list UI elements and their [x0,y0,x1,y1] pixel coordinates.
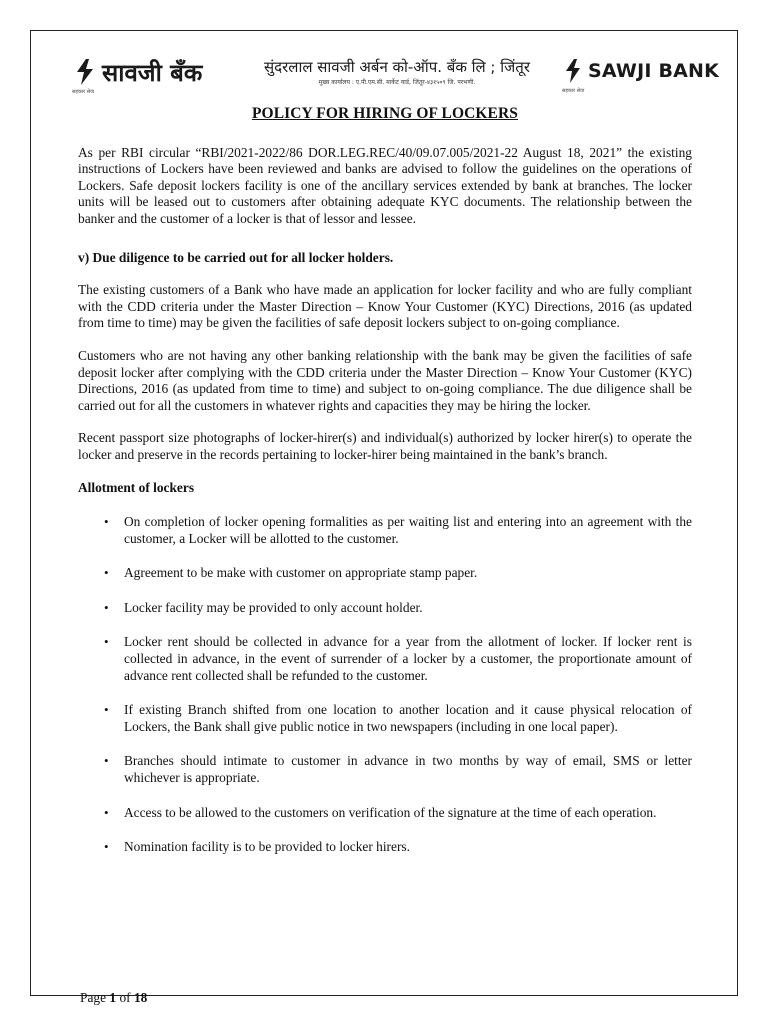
document-body [78,106,692,874]
due-diligence-paragraph: Recent passport size photographs of locker-hirer(s) and individual(s) authorized by locker hirer(s) to operate the locker and preserve in the records pertaining to locker-hirer being maintained in the bank’s branch. [78,430,692,462]
intro-paragraph: As per RBI circular “RBI/2021-2022/86 DOR.LEG.REC/40/09.07.005/2021-22 August 18, 2021” the existing instructions of Lockers have been reviewed and banks are advised to follow the guidelines on the operations of Lockers. Safe deposit lockers facility is one of the ancillary services extended by bank at branches. The locker units will be leased out to customers after obtaining adequate KYC documents. The relationship between the banker and the customer of a locker is that of lessor and lessee. [78,144,692,226]
of-word: of [119,990,131,1005]
list-item [78,805,692,822]
bullet-icon: • [104,514,109,530]
page-number [80,990,147,1006]
list-item-text: Access to be allowed to the customers on verification of the signature at the time of each operation. [124,804,657,820]
list-item [78,702,692,735]
bank-tagline-right: सहकार सेवा [562,88,585,94]
bank-emblem-icon [72,58,98,86]
bank-tagline-left: सहकार सेवा [72,89,95,95]
bullet-icon: • [104,804,109,820]
bullet-icon: • [104,753,109,769]
page-word: Page [80,990,107,1005]
bank-logo-right [562,58,720,96]
bank-emblem-icon [562,58,584,84]
due-diligence-paragraph: The existing customers of a Bank who have made an application for locker facility and who are fully compliant with the CDD criteria under the Master Direction – Know Your Customer (KYC) Directions, 2016 (as updated from time to time) may be given the facilities of safe deposit lockers subject to on-going compliance. [78,282,692,331]
bullet-icon: • [104,599,109,615]
list-item-text: Locker facility may be provided to only account holder. [124,599,423,615]
list-item [78,839,692,856]
allotment-rules-list [78,514,692,856]
allotment-heading: Allotment of lockers [78,479,195,495]
bank-logo-left [72,56,252,96]
bank-name-hindi: सावजी बँक [102,59,203,87]
letterhead-center [252,58,542,86]
bullet-icon: • [104,565,109,581]
list-item [78,514,692,547]
list-item-text: Agreement to be make with customer on appropriate stamp paper. [124,565,478,581]
bullet-icon: • [104,634,109,650]
bank-name-english: SAWJI BANK [588,60,720,82]
letterhead-title: सुंदरलाल सावजी अर्बन को-ऑप. बँक लि ; जिंतूर [264,58,530,76]
list-item [78,600,692,617]
page-current: 1 [109,990,117,1005]
list-item [78,565,692,582]
list-item-text: Branches should intimate to customer in advance in two months by way of email, SMS or letter whichever is appropriate. [124,753,692,786]
list-item [78,753,692,786]
letterhead [30,52,738,98]
bullet-icon: • [104,702,109,718]
bullet-icon: • [104,839,109,855]
letterhead-address: मुख्य कार्यालय : ए.पी.एम.सी. मार्केट यार्ड, जिंतूर-४३१५०९ जि. परभणी. [318,79,476,86]
list-item-text: Nomination facility is to be provided to locker hirers. [124,839,410,855]
list-item [78,634,692,684]
due-diligence-paragraph: Customers who are not having any other banking relationship with the bank may be given the facilities of safe deposit locker after complying with the CDD criteria under the Master Direction – Know Your Customer (KYC) Directions, 2016 (as updated from time to time) and subject to on-going compliance. The due diligence shall be carried out for all the customers in whatever rights and capacities they may be hiring the locker. [78,347,692,413]
document-title: POLICY FOR HIRING OF LOCKERS [251,105,519,122]
section-v-heading: v) Due diligence to be carried out for all locker holders. [78,249,394,265]
list-item-text: Locker rent should be collected in advance for a year from the allotment of locker. If locker rent is collected in advance, in the event of surrender of a locker by a customer, the proportionate amount of advance rent collected shall be refunded to the customer. [124,634,692,683]
list-item-text: If existing Branch shifted from one location to another location and it cause physical relocation of Lockers, the Bank shall give public notice in two newspapers (including in one local paper). [124,702,692,734]
list-item-text: On completion of locker opening formalities as per waiting list and entering into an agreement with the customer, a Locker will be allotted to the customer. [124,514,692,546]
page-total: 18 [133,990,148,1005]
